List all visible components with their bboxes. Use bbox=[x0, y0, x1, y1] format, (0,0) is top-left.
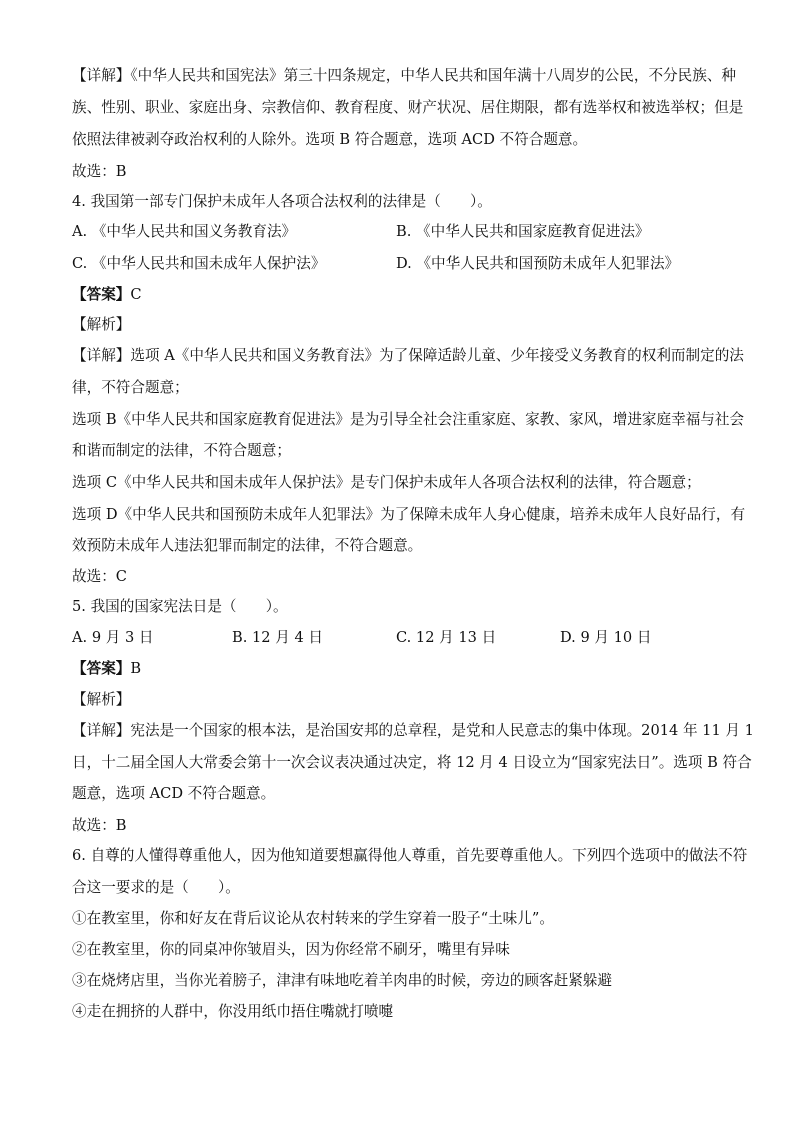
q4-stem: 4. 我国第一部专门保护未成年人各项合法权利的法律是（ ）。 bbox=[72, 193, 492, 210]
q4-option-c: C. 《中华人民共和国未成年人保护法》 bbox=[72, 255, 326, 272]
q6-item-4: ④走在拥挤的人群中，你没用纸巾捂住嘴就打喷嚏 bbox=[72, 1003, 394, 1020]
q5-detail-line-2: 日，十二届全国人大常委会第十一次会议表决通过决定，将 12 月 4 日设立为“国家宪法日”。选项 B 符合 bbox=[72, 754, 752, 771]
q4-choice: 故选：C bbox=[72, 568, 127, 585]
q3-detail-line-2: 族、性别、职业、家庭出身、宗教信仰、教育程度、财产状况、居住期限，都有选举权和被选举权；但是 bbox=[72, 99, 744, 116]
q6-item-1: ①在教室里，你和好友在背后议论从农村转来的学生穿着一股子“土味儿”。 bbox=[72, 910, 554, 927]
q4-option-a: A. 《中华人民共和国义务教育法》 bbox=[72, 223, 297, 240]
q4-option-b: B. 《中华人民共和国家庭教育促进法》 bbox=[396, 223, 650, 240]
q3-detail-line-1: 【详解】《中华人民共和国宪法》第三十四条规定，中华人民共和国年满十八周岁的公民，不分民族、种 bbox=[72, 67, 737, 84]
q6-item-3: ③在烧烤店里，当你光着膀子，津津有味地吃着羊肉串的时候，旁边的顾客赶紧躲避 bbox=[72, 972, 612, 989]
q4-answer-tag: 【答案】 bbox=[72, 286, 131, 303]
q5-answer-tag: 【答案】 bbox=[72, 660, 131, 677]
q3-choice: 故选：B bbox=[72, 163, 127, 180]
q4-answer: C bbox=[130, 286, 142, 303]
q5-option-d: D. 9 月 10 日 bbox=[560, 629, 652, 646]
q3-detail-line-3: 依照法律被剥夺政治权利的人除外。选项 B 符合题意，选项 ACD 不符合题意。 bbox=[72, 131, 588, 148]
q5-answer-row bbox=[72, 659, 141, 679]
q4-detail-line-7: 效预防未成年人违法犯罪而制定的法律，不符合题意。 bbox=[72, 537, 423, 554]
q5-option-a: A. 9 月 3 日 bbox=[72, 629, 154, 646]
q6-stem-line-2: 合这一要求的是（ ）。 bbox=[72, 879, 240, 896]
q5-detail-line-3: 题意，选项 ACD 不符合题意。 bbox=[72, 785, 276, 802]
q5-detail-line-1: 【详解】宪法是一个国家的根本法，是治国安邦的总章程，是党和人民意志的集中体现。2014 年 11 月 1 bbox=[72, 722, 754, 739]
q4-detail-line-3: 选项 B《中华人民共和国家庭教育促进法》是为引导全社会注重家庭、家教、家风，增进家庭幸福与社会 bbox=[72, 411, 745, 428]
q4-answer-row bbox=[72, 285, 142, 305]
q5-analysis-tag: 【解析】 bbox=[72, 691, 131, 708]
q5-choice: 故选：B bbox=[72, 817, 127, 834]
q6-stem-line-1: 6. 自尊的人懂得尊重他人，因为他知道要想赢得他人尊重，首先要尊重他人。下列四个选项中的做法不符 bbox=[72, 847, 748, 864]
q4-detail-line-6: 选项 D《中华人民共和国预防未成年人犯罪法》为了保障未成年人身心健康，培养未成年人良好品行，有 bbox=[72, 506, 746, 523]
q4-option-d: D. 《中华人民共和国预防未成年人犯罪法》 bbox=[396, 255, 680, 272]
q5-option-b: B. 12 月 4 日 bbox=[232, 629, 323, 646]
q4-detail-line-5: 选项 C《中华人民共和国未成年人保护法》是专门保护未成年人各项合法权利的法律，符合题意； bbox=[72, 474, 701, 491]
q4-detail-line-4: 和谐而制定的法律，不符合题意； bbox=[72, 442, 291, 459]
q4-detail-line-2: 律，不符合题意； bbox=[72, 379, 189, 396]
q5-answer: B bbox=[130, 660, 142, 677]
q4-analysis-tag: 【解析】 bbox=[72, 316, 131, 333]
q6-item-2: ②在教室里，你的同桌冲你皱眉头，因为你经常不刷牙，嘴里有异味 bbox=[72, 941, 510, 958]
q4-detail-line-1: 【详解】选项 A《中华人民共和国义务教育法》为了保障适龄儿童、少年接受义务教育的权利而制定的法 bbox=[72, 347, 744, 364]
q5-option-c: C. 12 月 13 日 bbox=[396, 629, 497, 646]
q5-stem: 5. 我国的国家宪法日是（ ）。 bbox=[72, 598, 288, 615]
